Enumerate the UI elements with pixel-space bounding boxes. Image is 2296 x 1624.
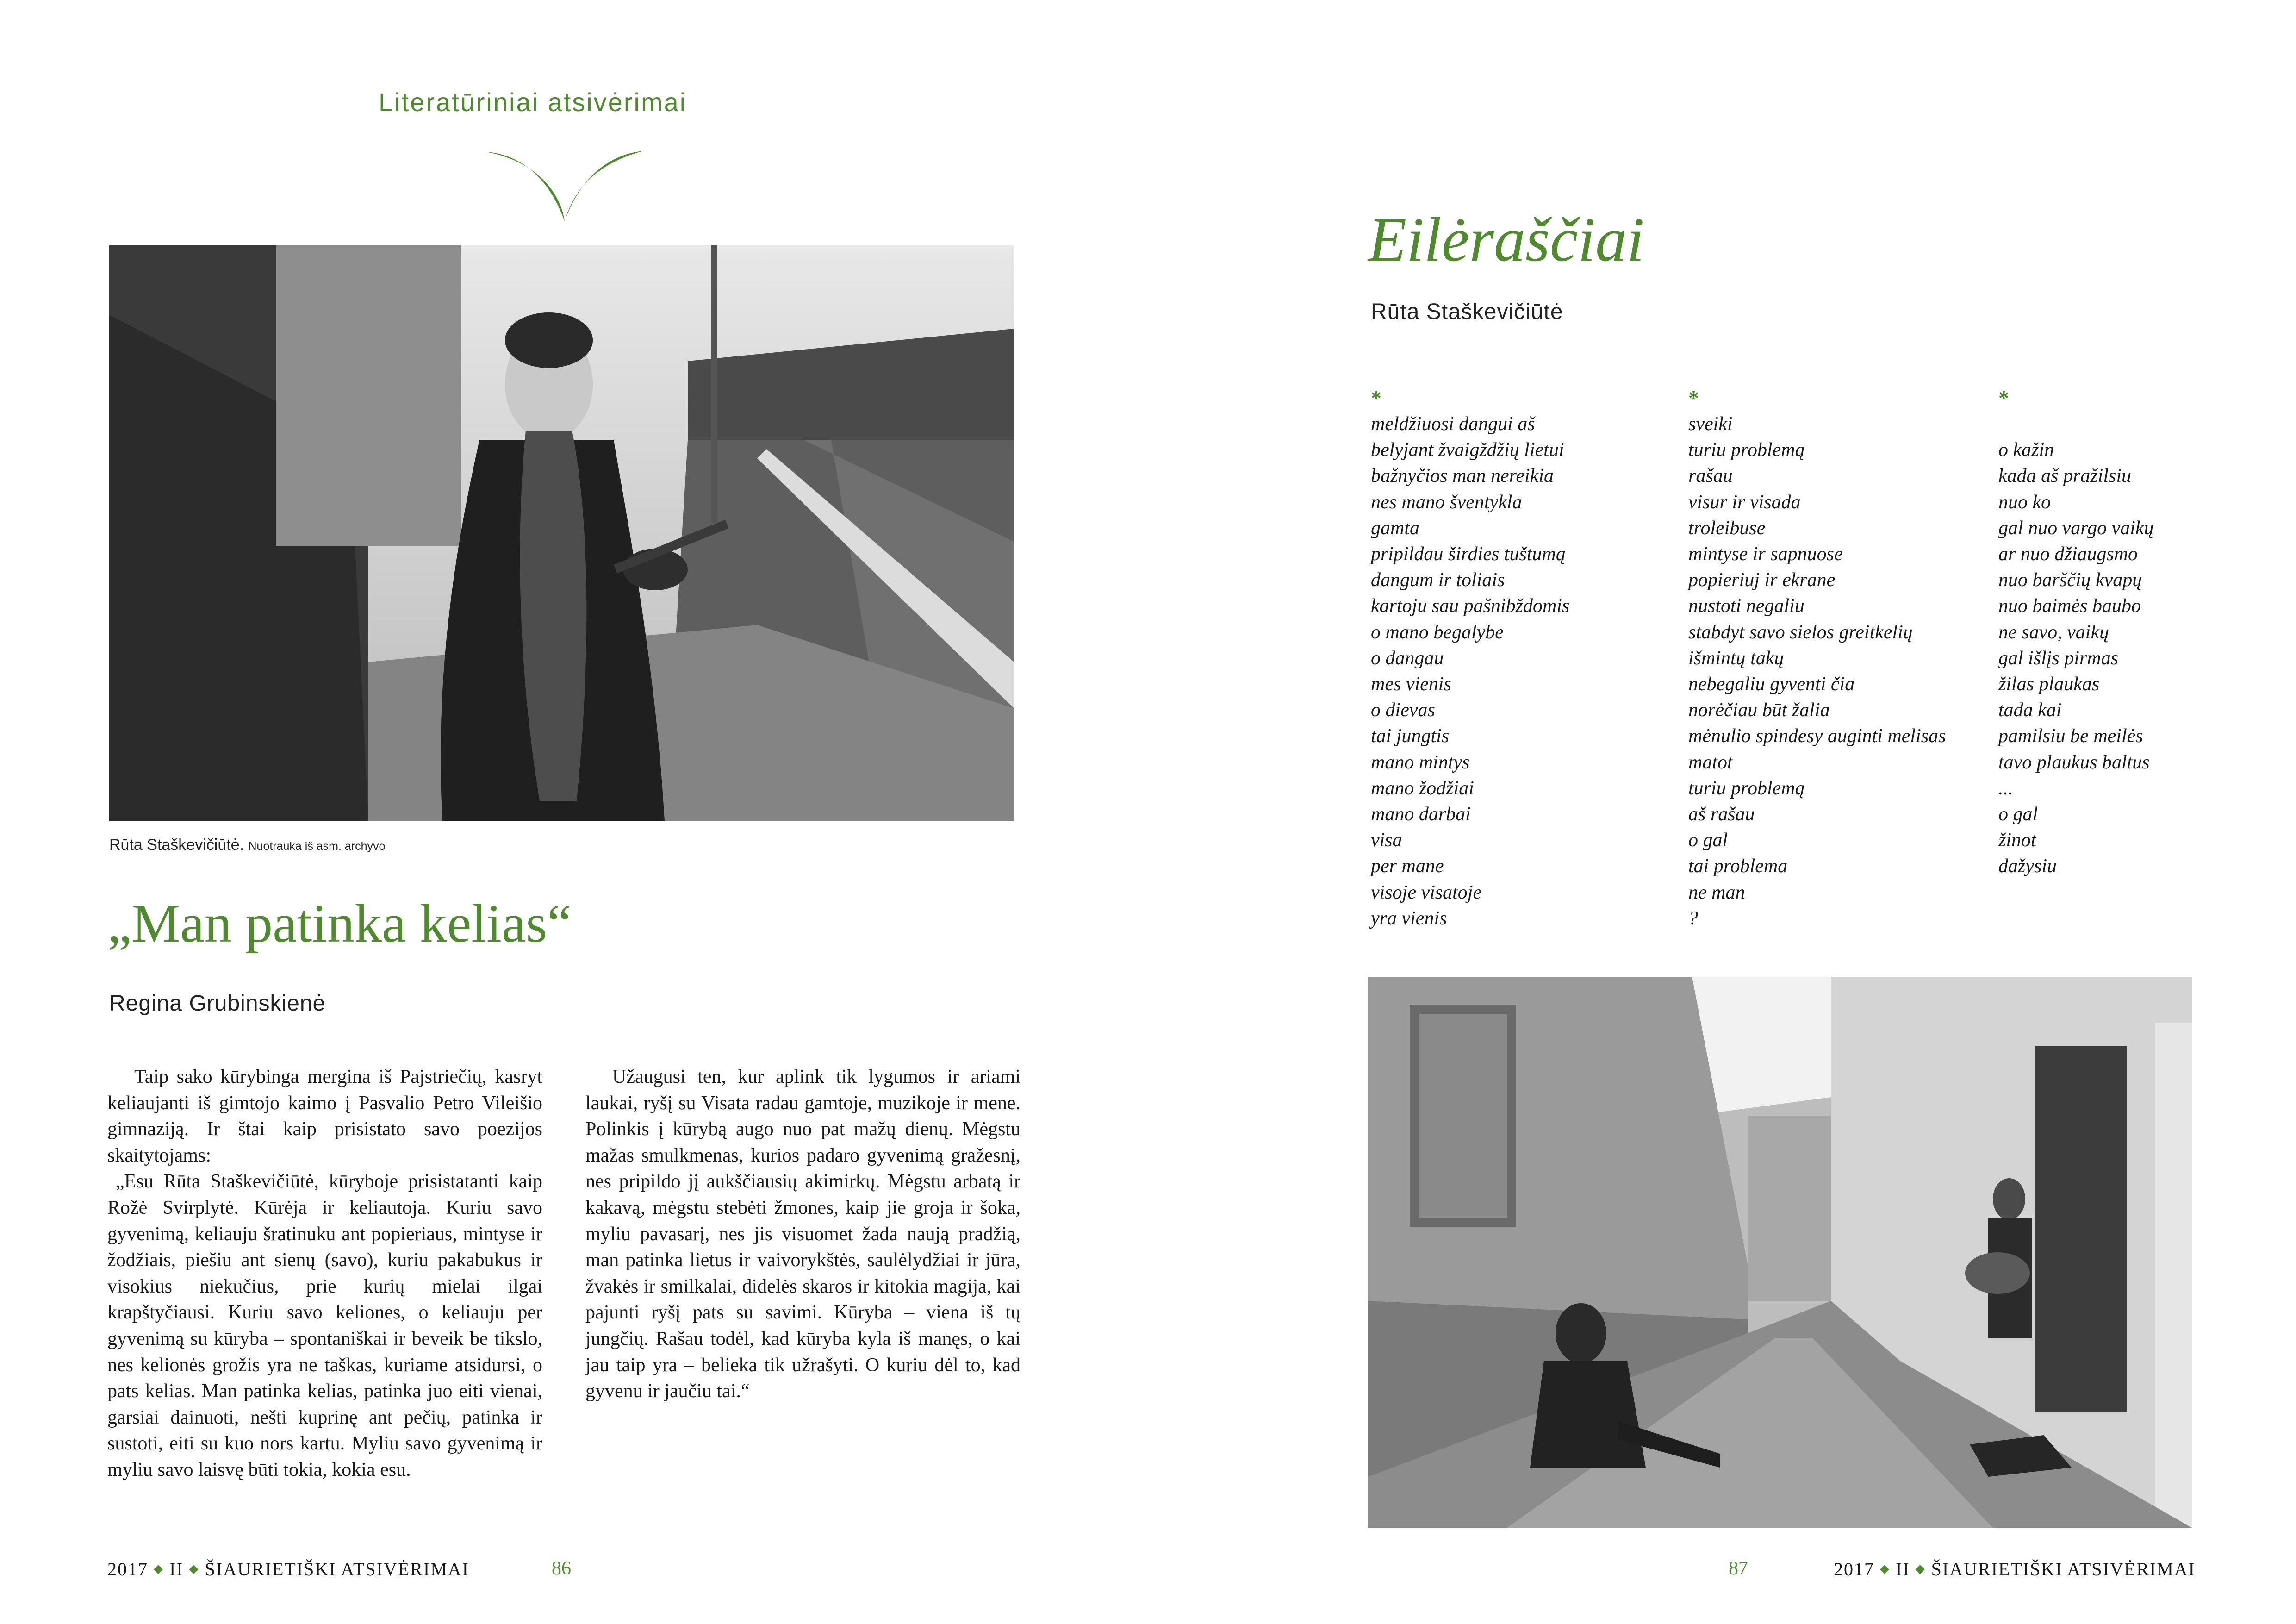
poem-line: matot xyxy=(1688,751,1733,773)
poem-line: mano mintys xyxy=(1371,751,1470,773)
poems-author: Rūta Staškevičiūtė xyxy=(1371,300,1563,324)
poem-line: popieriuj ir ekrane xyxy=(1688,569,1836,591)
paragraph: Taip sako kūrybinga mergina iš Pajstriečių, kasryt keliaujanti iš gimtojo kaimo į Pasvalio Petro Vileišio gimnaziją. Ir štai kaip prisistato savo poezijos skaitytojams: xyxy=(107,1066,542,1166)
poem-1 xyxy=(1371,385,1569,931)
footer-magazine: ŠIAURIETIŠKI ATSIVĖRIMAI xyxy=(1931,1559,2196,1580)
poem-line: belyjant žvaigždžių lietui xyxy=(1371,439,1564,461)
poem-marker: * xyxy=(1688,386,1699,410)
poem-line xyxy=(1998,411,2154,437)
poem-line: išmintų takų xyxy=(1688,647,1784,669)
poem-line: tada kai xyxy=(1998,700,2062,721)
poem-line: nes mano šventykla xyxy=(1371,491,1522,513)
poem-line: tai problema xyxy=(1688,856,1788,877)
paragraph: „Esu Rūta Staškevičiūtė, kūryboje prisistatanti kaip Rožė Svirplytė. Kūrėja ir keliautoja. Kuriu savo gyvenimą, keliauju šratinuku ant popieriaus, mintyse ir žodžiais, piešiu ant sienų (savo), kuriu pakabukus ir visokius niekučius, prie kurių mielai ilgai krapštyčiausi. Kuriu savo keliones, o keliauju per gyvenimą su kūryba – spontaniškai ir beveik be tikslo, nes kelionės grožis yra ne taškas, kuriame atsidursi, o pats kelias. Man patinka kelias, patinka juo eiti vienai, garsiai dainuoti, nešti kuprinę ant pečių, patinka ir sustoti, eiti su kuo nors kartu. Myliu savo gyvenimą ir myliu savo laisvę būti tokia, kokia esu. xyxy=(107,1171,542,1480)
poem-line: gal išlįs pirmas xyxy=(1998,647,2119,669)
poem-line: tai jungtis xyxy=(1371,725,1450,747)
poem-3 xyxy=(1998,385,2154,880)
poem-line: nuo barščių kvapų xyxy=(1998,569,2142,591)
footer-issue: II xyxy=(169,1559,184,1580)
footer-year: 2017 xyxy=(107,1559,148,1580)
poem-line: mes vienis xyxy=(1371,674,1451,695)
poem-line: tavo plaukus baltus xyxy=(1998,751,2150,773)
poem-line: visoje visatoje xyxy=(1371,881,1482,903)
poem-line: nuo baimės baubo xyxy=(1998,595,2141,617)
poem-line: dangum ir toliais xyxy=(1371,569,1505,591)
footer-issue: II xyxy=(1896,1559,1910,1580)
green-diamond-icon: ◆ xyxy=(1915,1562,1926,1575)
page-number-right: 87 xyxy=(1729,1558,1748,1579)
poem-line: ne man xyxy=(1688,881,1745,903)
poem-line: aš rašau xyxy=(1688,804,1755,825)
poem-line: bažnyčios man nereikia xyxy=(1371,465,1554,487)
poem-line: visa xyxy=(1371,830,1402,851)
poem-line: o gal xyxy=(1998,804,2038,825)
section-label: Literatūriniai atsivėrimai xyxy=(379,87,687,117)
poem-line: sveiki xyxy=(1688,413,1733,435)
poem-line: o dievas xyxy=(1371,700,1435,721)
poem-line: nebegaliu gyventi čia xyxy=(1688,674,1855,695)
poem-line: o dangau xyxy=(1371,647,1444,669)
poem-line: gal nuo vargo vaikų xyxy=(1998,517,2154,539)
poem-line: mėnulio spindesy auginti melisas xyxy=(1688,725,1946,747)
article-headline: „Man patinka kelias“ xyxy=(107,893,572,954)
poem-line: kada aš pražilsiu xyxy=(1998,465,2132,487)
footer-year: 2017 xyxy=(1834,1559,1874,1580)
portrait-photo xyxy=(109,245,1014,821)
poem-line: o gal xyxy=(1688,830,1728,851)
poem-line: turiu problemą xyxy=(1688,777,1805,799)
poem-line: nuo ko xyxy=(1998,491,2051,513)
poem-marker: * xyxy=(1371,386,1381,410)
green-v-leaf-logo-icon xyxy=(481,147,648,226)
article-author: Regina Grubinskienė xyxy=(109,991,326,1016)
article-column-2 xyxy=(585,1064,1020,1405)
caption-note: Nuotrauka iš asm. archyvo xyxy=(248,840,386,853)
page-number-left: 86 xyxy=(552,1558,571,1579)
poem-line: ar nuo džiaugsmo xyxy=(1998,543,2138,565)
poem-line: ne savo, vaikų xyxy=(1998,621,2109,643)
footer-left xyxy=(107,1558,469,1580)
poem-line: norėčiau būt žalia xyxy=(1688,700,1830,721)
caption-name: Rūta Staškevičiūtė. xyxy=(109,836,244,854)
paragraph: Užaugusi ten, kur aplink tik lygumos ir ariami laukai, ryšį su Visata radau gamtoje, muzikoje ir mene. Polinkis į kūrybą augo nuo pat mažų dienų. Mėgstu mažas smulkmenas, kurios padaro gyvenimą gražesnį, nes pripildo jį aukščiausių akimirkų. Mėgstu arbatą ir kakavą, mėgstu stebėti žmones, kaip jie groja ir šoka, myliu pavasarį, nes jis visuomet žada naują pradžią, man patinka lietus ir vaivorykštės, saulėlydžiai ir jūra, žvakės ir smilkalai, didelės skaros ir kitokia magija, kai pajunti ryšį pats su savimi. Kūryba – viena iš tų jungčių. Rašau todėl, kad kūryba kyla iš manęs, o kai jau taip yra – belieka tik užrašyti. O kuriu dėl to, kad gyvenu ir jaučiu tai.“ xyxy=(585,1066,1020,1402)
green-diamond-icon: ◆ xyxy=(154,1562,164,1575)
poem-line: ? xyxy=(1688,907,1698,929)
photo-caption xyxy=(109,836,385,854)
green-diamond-icon: ◆ xyxy=(1880,1562,1890,1575)
poem-line: dažysiu xyxy=(1998,856,2057,877)
poem-line: meldžiuosi dangui aš xyxy=(1371,413,1535,435)
poem-line: žinot xyxy=(1998,830,2036,851)
poems-title: Eilėraščiai xyxy=(1368,205,1644,275)
poem-line: per mane xyxy=(1371,856,1444,877)
poem-line: nustoti negaliu xyxy=(1688,595,1804,617)
poem-line: žilas plaukas xyxy=(1998,674,2100,695)
poem-line: o kažin xyxy=(1998,439,2054,461)
poem-line: gamta xyxy=(1371,517,1419,539)
footer-right xyxy=(1834,1558,2196,1580)
poem-line: o mano begalybe xyxy=(1371,621,1504,643)
poem-line: pamilsiu be meilės xyxy=(1998,725,2143,747)
poem-marker: * xyxy=(1998,386,2009,410)
poem-line: yra vienis xyxy=(1371,907,1447,929)
poem-line: stabdyt savo sielos greitkelių xyxy=(1688,621,1913,643)
poem-line: kartoju sau pašnibždomis xyxy=(1371,595,1570,617)
poem-line: troleibuse xyxy=(1688,517,1766,539)
green-diamond-icon: ◆ xyxy=(189,1562,199,1575)
poem-line: mano darbai xyxy=(1371,804,1471,825)
poem-line: visur ir visada xyxy=(1688,491,1801,513)
poem-line: mano žodžiai xyxy=(1371,777,1474,799)
poem-2 xyxy=(1688,385,1946,931)
footer-magazine: ŠIAURIETIŠKI ATSIVĖRIMAI xyxy=(205,1559,469,1580)
poem-line: ... xyxy=(1998,777,2013,799)
article-column-1 xyxy=(107,1064,542,1483)
poem-line: mintyse ir sapnuose xyxy=(1688,543,1843,565)
poem-line: pripildau širdies tuštumą xyxy=(1371,543,1566,565)
poem-line: rašau xyxy=(1688,465,1733,487)
street-photo xyxy=(1368,977,2192,1528)
poem-line: turiu problemą xyxy=(1688,439,1805,461)
